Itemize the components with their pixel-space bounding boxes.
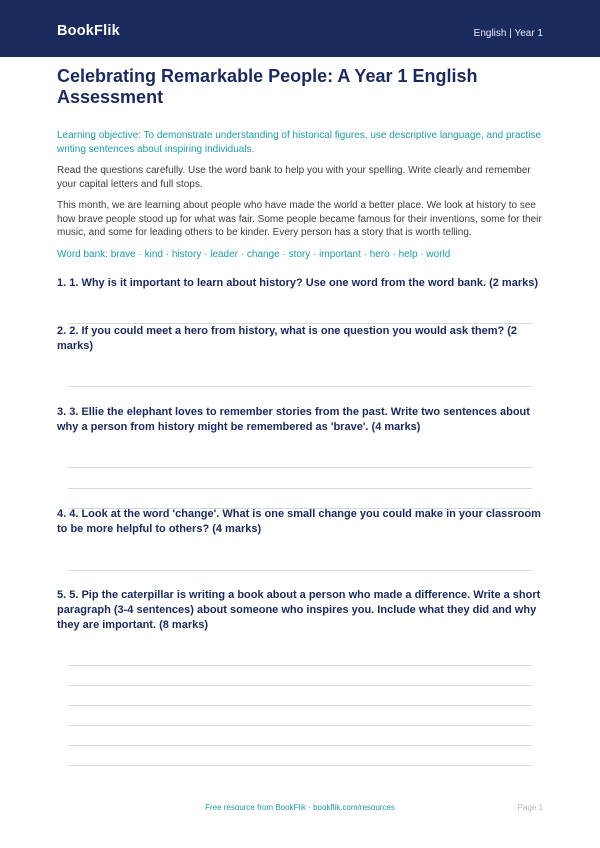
answer-line[interactable] <box>68 745 532 746</box>
brand-logo[interactable]: BookFlik <box>57 23 120 39</box>
answer-line[interactable] <box>68 488 532 489</box>
answer-line[interactable] <box>68 765 532 766</box>
instructions-text: Read the questions carefully. Use the word bank to help you with your spelling. Write clearly and remember your capital letters and full stops. <box>57 165 531 190</box>
answer-line[interactable] <box>68 386 532 387</box>
page-number: Page 1 <box>517 803 543 812</box>
question-4: 4. 4. Look at the word 'change'. What is one small change you could make in your classroom to be more helpful to others? (4 marks) <box>57 508 541 535</box>
page-title: Celebrating Remarkable People: A Year 1 English Assessment <box>57 66 478 107</box>
answer-line[interactable] <box>68 685 532 686</box>
word-bank: Word bank: brave · kind · history · leader · change · story · important · hero · help · world <box>57 248 451 260</box>
intro-text: This month, we are learning about people who have made the world a better place. We look at history to see how brave people stood up for what was fair. Some people became famous for their inventions, some for their music, and some for leading others to be kinder. Every person has a story that is worth telling. <box>57 200 542 238</box>
answer-line[interactable] <box>68 467 532 468</box>
question-1: 1. 1. Why is it important to learn about history? Use one word from the word bank. (2 marks) <box>57 277 539 289</box>
answer-line[interactable] <box>68 725 532 726</box>
answer-line[interactable] <box>68 665 532 666</box>
header-bar <box>0 0 600 57</box>
subject-year-label: English | Year 1 <box>473 28 543 39</box>
question-3: 3. 3. Ellie the elephant loves to remember stories from the past. Write two sentences about why a person from history might be remembered as 'brave'. (4 marks) <box>57 406 530 433</box>
question-2: 2. 2. If you could meet a hero from history, what is one question you would ask them? (2 marks) <box>57 325 518 352</box>
learning-objective: Learning objective: To demonstrate understanding of historical figures, use descriptive language, and practise writing sentences about inspiring individuals. <box>57 130 541 155</box>
answer-line[interactable] <box>68 705 532 706</box>
question-5: 5. 5. Pip the caterpillar is writing a book about a person who made a difference. Write a short paragraph (3-4 sentences) about someone who inspires you. Include what they did and why they are important. (8 marks) <box>57 589 541 631</box>
answer-line[interactable] <box>68 570 532 571</box>
intro-section <box>57 66 543 261</box>
footer-resource-link[interactable]: Free resource from BookFlik · bookflik.com/resources <box>205 803 395 812</box>
